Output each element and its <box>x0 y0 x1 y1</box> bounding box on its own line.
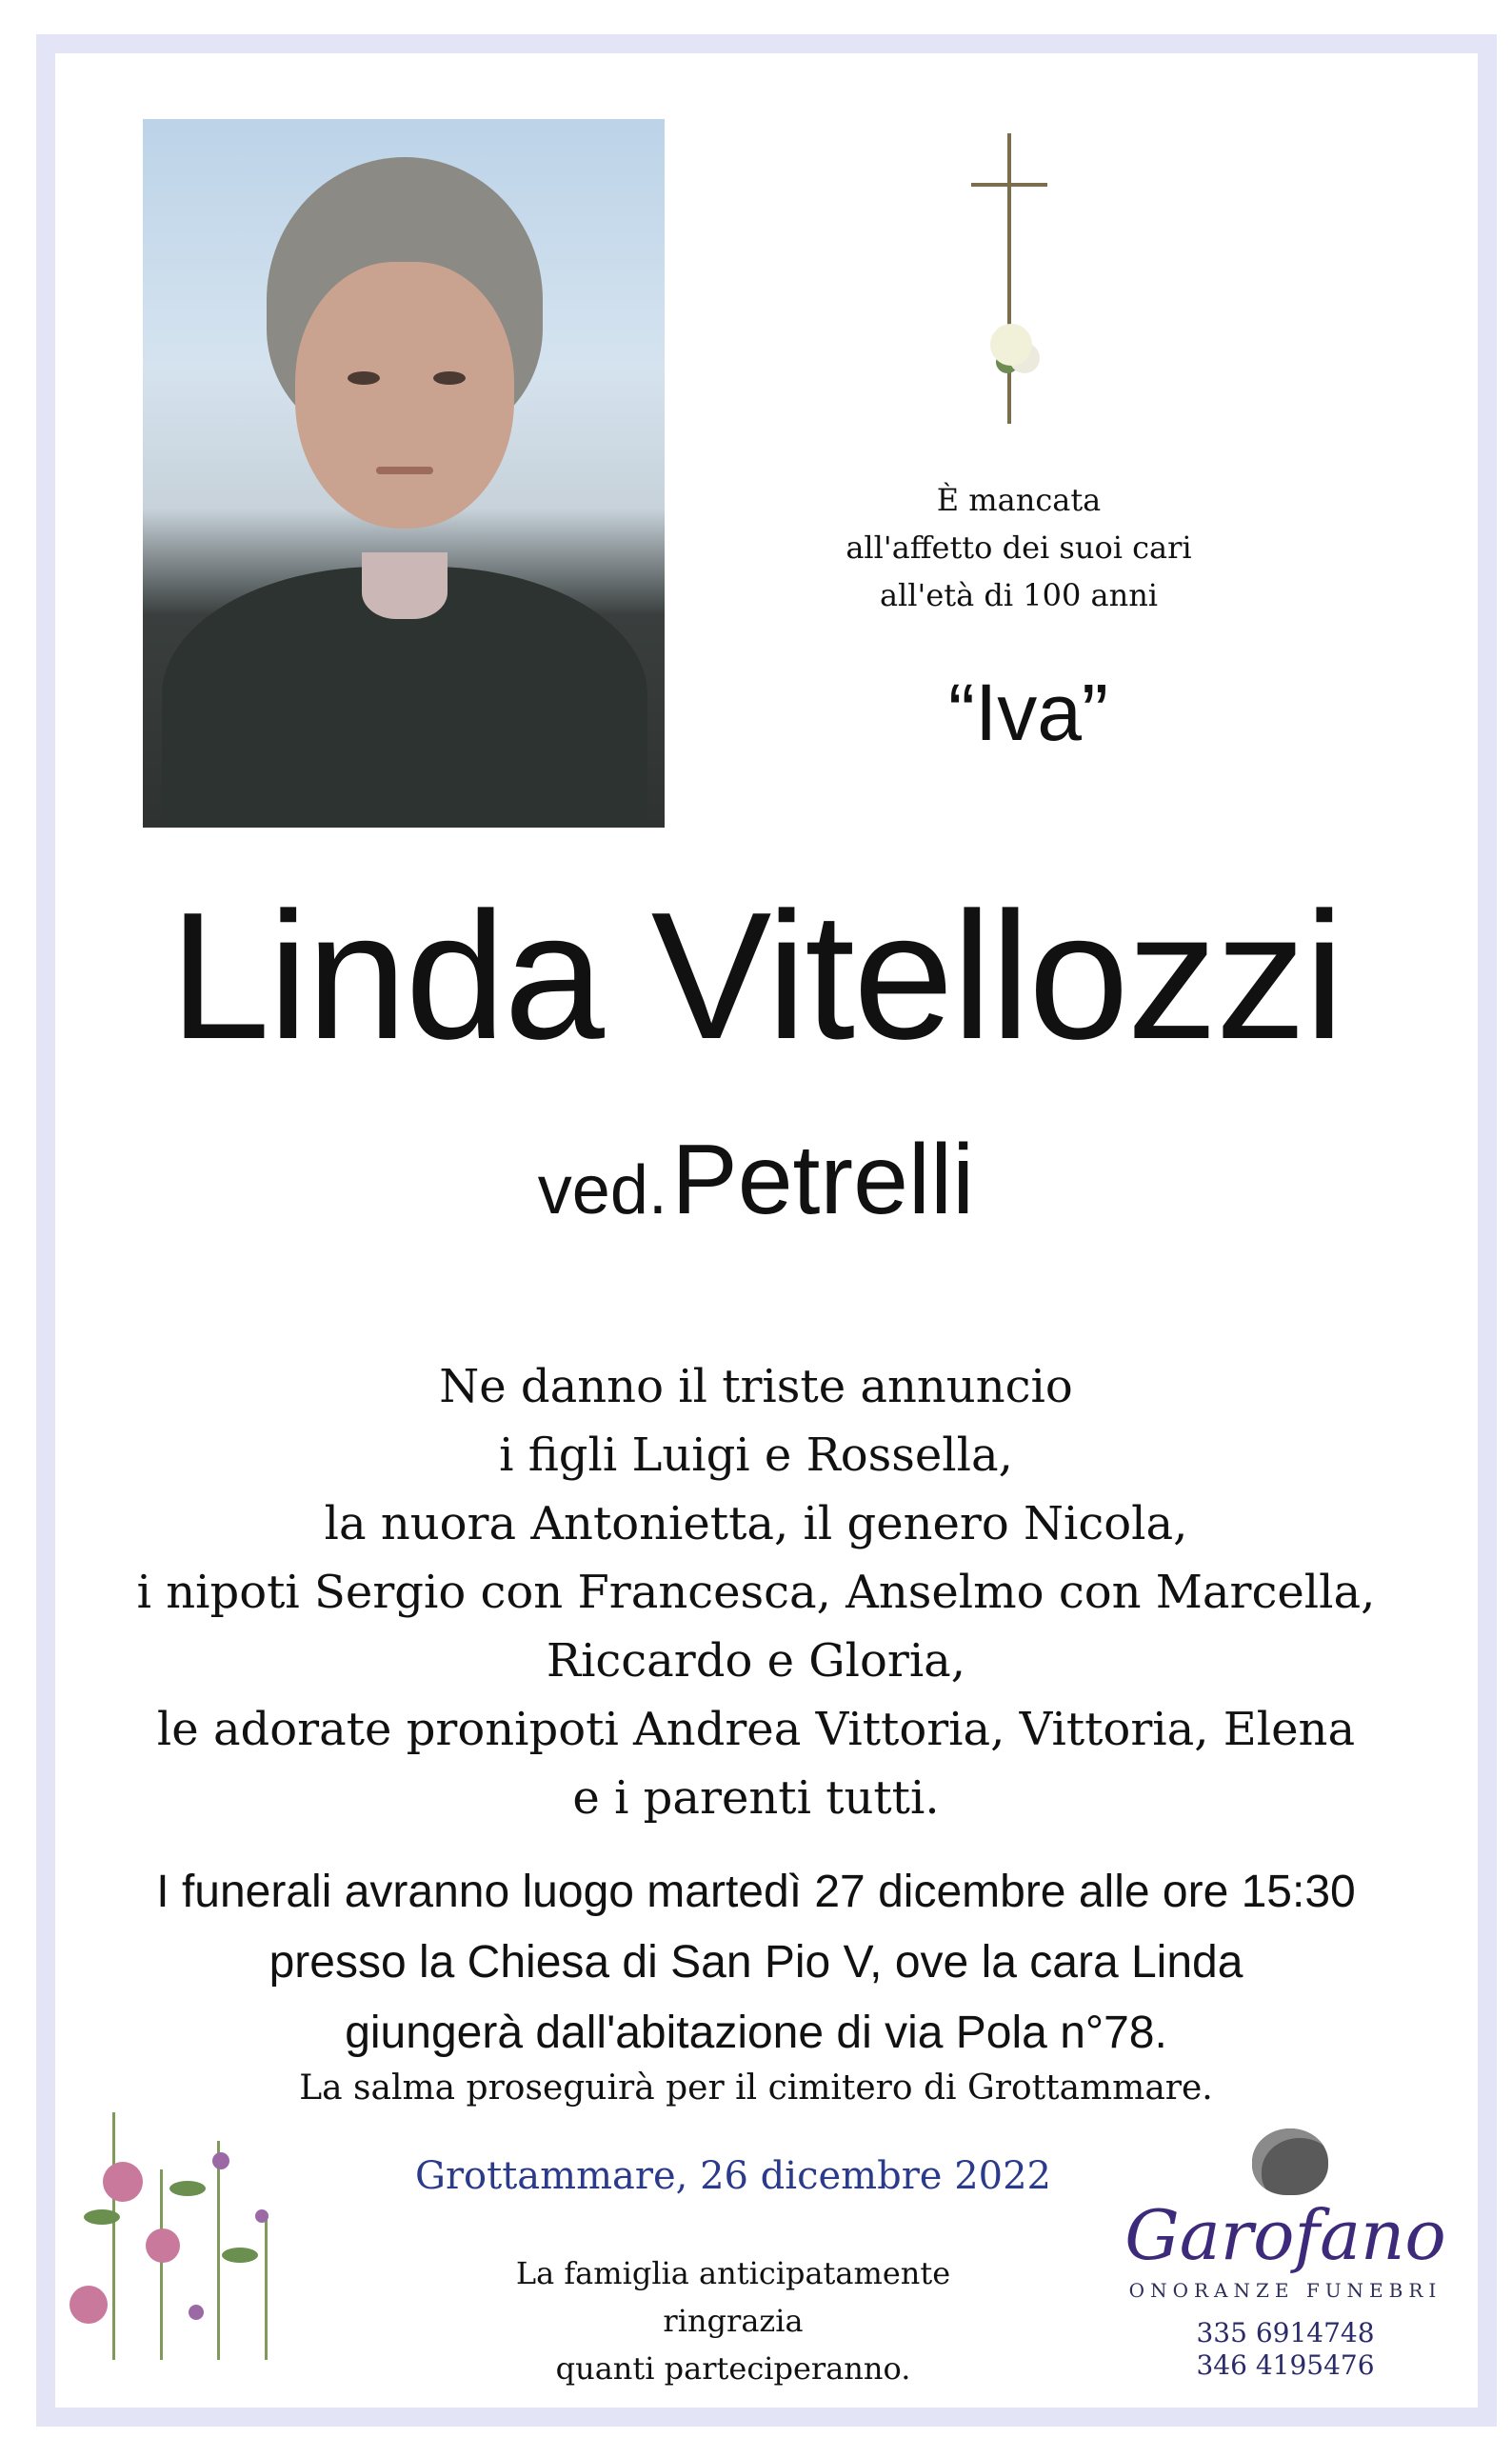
family-line: Riccardo e Gloria, <box>546 1634 966 1688</box>
intro-line: all'affetto dei suoi cari <box>846 530 1192 566</box>
deceased-name: Linda Vitellozzi <box>169 875 1343 1077</box>
portrait-photo <box>143 119 665 828</box>
death-notice-intro <box>771 476 1266 619</box>
funeral-home-logo <box>1114 2128 1457 2381</box>
family-line: Ne danno il triste annuncio <box>439 1360 1073 1413</box>
family-line: la nuora Antonietta, il genero Nicola, <box>324 1497 1188 1550</box>
thanks-line: quanti parteciperanno. <box>555 2350 911 2387</box>
cross-icon <box>962 133 1057 429</box>
phone-number: 335 6914748 <box>1196 2317 1375 2348</box>
funeral-line: presso la Chiesa di San Pio V, ove la cara Linda <box>269 1937 1243 1988</box>
brand-tagline: ONORANZE FUNEBRI <box>1128 2279 1442 2302</box>
nickname: “Iva” <box>948 668 1108 757</box>
place-date: Grottammare, 26 dicembre 2022 <box>414 2154 1051 2198</box>
intro-line: all'età di 100 anni <box>879 577 1159 613</box>
family-line: i figli Luigi e Rossella, <box>499 1429 1013 1482</box>
flowers-decoration <box>55 2095 303 2360</box>
widow-prefix: ved. <box>537 1152 667 1229</box>
thanks-line: La famiglia anticipatamente ringrazia <box>515 2255 951 2339</box>
brand-name: Garofano <box>1124 2195 1446 2275</box>
funeral-details <box>0 1857 1512 2068</box>
burial-line: La salma proseguirà per il cimitero di Grottammare. <box>299 2068 1213 2108</box>
widow-surname: Petrelli <box>671 1125 975 1235</box>
family-announcement <box>0 1352 1512 1832</box>
widow-of <box>0 1124 1512 1237</box>
intro-line: È mancata <box>936 482 1102 518</box>
family-line: le adorate pronipoti Andrea Vittoria, Vittoria, Elena <box>156 1703 1356 1756</box>
thanks-note <box>448 2249 1019 2392</box>
funeral-line: giungerà dall'abitazione di via Pola n°78. <box>345 2008 1167 2058</box>
family-line: e i parenti tutti. <box>572 1771 940 1825</box>
phone-number: 346 4195476 <box>1196 2349 1375 2381</box>
rose-icon <box>1252 2128 1328 2195</box>
family-line: i nipoti Sergio con Francesca, Anselmo con Marcella, <box>136 1566 1376 1619</box>
funeral-line: I funerali avranno luogo martedì 27 dicembre alle ore 15:30 <box>156 1867 1356 1917</box>
